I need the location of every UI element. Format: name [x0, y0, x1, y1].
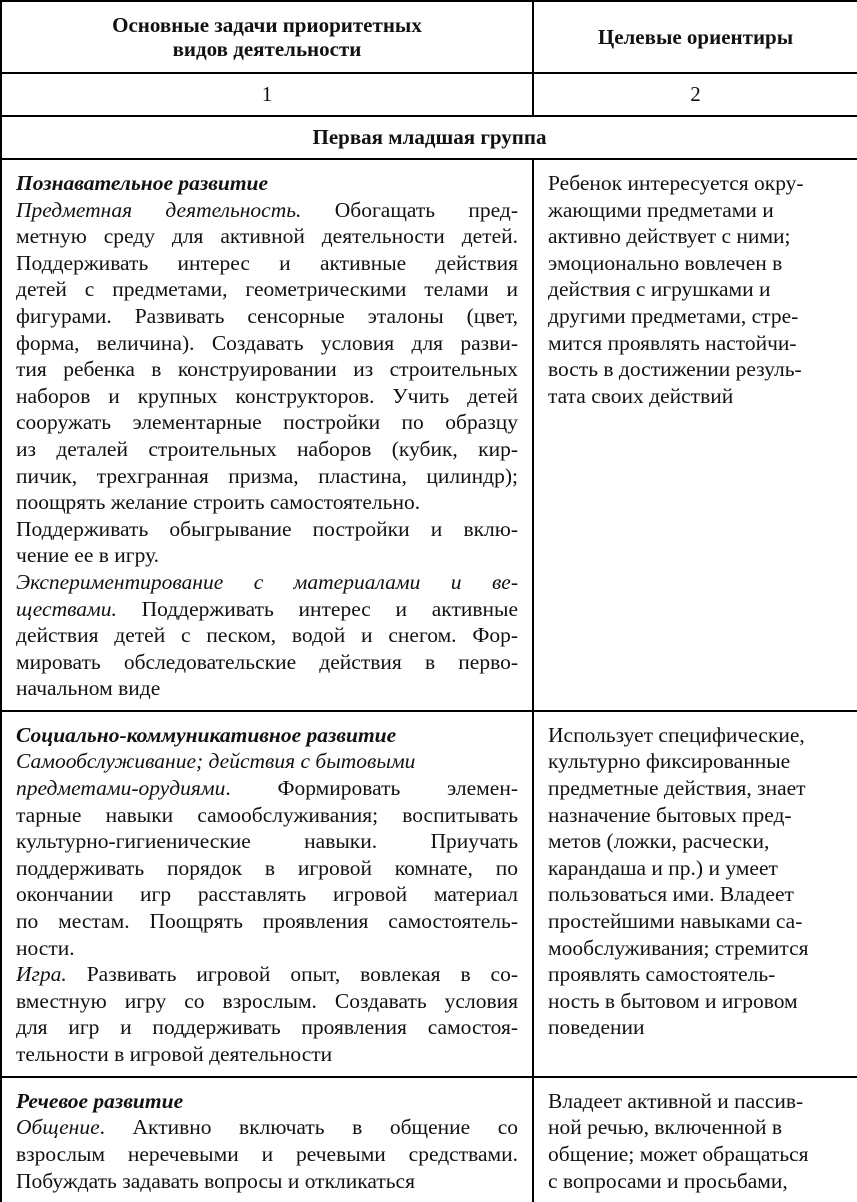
target-line: карандаша и пр.) и умеет [548, 855, 778, 880]
subsection-title: Игра. [16, 962, 67, 987]
text-line: чение ее в игру. [16, 543, 160, 568]
text-line: метную среду для активной деятельности детей. [16, 224, 518, 249]
subsection-title: предметами-орудиями [16, 776, 226, 801]
target-line: вость в достижении резуль- [548, 357, 802, 382]
text-line: окончании игр расставлять игровой материал [16, 882, 518, 907]
target-line: поведении [548, 1015, 645, 1040]
target-line: действия с игрушками и [548, 277, 771, 302]
target-line: жающими предметами и [548, 197, 774, 222]
text-line: тия ребенка в конструировании из строительных [16, 357, 518, 382]
text-line: поощрять желание строить самостоятельно. [16, 490, 421, 515]
text-line: культурно-гигиенические навыки. Приучать [16, 829, 518, 854]
target-line: предметные действия, знает [548, 776, 806, 801]
subsection-title: Экспериментирование с материалами и ве- [16, 569, 518, 594]
table-row [1, 711, 857, 1077]
column-number-1: 1 [1, 73, 533, 116]
target-line: общение; может обращаться [548, 1142, 809, 1167]
header-col1-line1: Основные задачи приоритетных [112, 13, 422, 37]
target-line: Владеет активной и пассив- [548, 1088, 804, 1113]
target-line: другими предметами, стре- [548, 303, 799, 328]
text-line [16, 961, 518, 988]
target-line: мообслуживания; стремится [548, 935, 809, 960]
text-line [16, 197, 518, 224]
target-line: тата своих действий [548, 383, 734, 408]
text-fragment: Поддерживать интерес и активные [116, 596, 518, 621]
text-line: форма, величина). Создавать условия для разви- [16, 330, 518, 355]
text-line: тельности в игровой деятельности [16, 1042, 333, 1066]
speech-tasks-cell [1, 1077, 533, 1202]
table-row [1, 1077, 857, 1202]
header-col1 [1, 1, 533, 73]
target-line: назначение бытовых пред- [548, 802, 792, 827]
header-col1-line2: видов деятельности [172, 37, 362, 61]
target-line: с вопросами и просьбами, [548, 1168, 788, 1193]
target-line: активно действует с ними; [548, 224, 791, 249]
text-line: наборов и крупных конструкторов. Учить детей [16, 383, 518, 408]
cognitive-tasks-cell [1, 159, 533, 711]
text-line: вместную игру со взрослым. Создавать условия [16, 988, 518, 1013]
text-line: Побуждать задавать вопросы и откликаться [16, 1168, 415, 1193]
text-line [16, 1114, 518, 1141]
target-line: ной речью, включенной в [548, 1115, 783, 1140]
text-line: сооружать элементарные постройки по образцу [16, 410, 518, 435]
text-line: из деталей строительных наборов (кубик, кир- [16, 436, 518, 461]
header-col2: Целевые ориентиры [533, 1, 857, 73]
text-line: ности. [16, 935, 75, 960]
text-fragment: Обогащать пред- [301, 197, 519, 222]
target-line: Ребенок интересуется окру- [548, 171, 804, 195]
text-line: поддерживать порядок в игровой комнате, по [16, 855, 518, 880]
text-line: фигурами. Развивать сенсорные эталоны (цвет, [16, 303, 518, 328]
text-line [16, 596, 518, 623]
text-fragment: . Формировать элемен- [225, 776, 518, 801]
text-line: взрослым неречевыми и речевыми средствами. [16, 1142, 518, 1167]
text-line [16, 775, 518, 802]
text-fragment: . Активно включать в общение со [99, 1115, 518, 1140]
target-line: простейшими навыками са- [548, 909, 803, 934]
text-fragment: Развивать игровой опыт, вовлекая в со- [66, 962, 518, 987]
subsection-title: Общение [16, 1115, 100, 1140]
text-line: Поддерживать обыгрывание постройки и вклю- [16, 516, 518, 541]
text-line: пичик, трехгранная призма, пластина, цилиндр); [16, 463, 518, 488]
target-line: метов (ложки, расчески, [548, 829, 770, 854]
target-line: проявлять самостоятель- [548, 962, 776, 987]
text-line: Поддерживать интерес и активные действия [16, 250, 518, 275]
speech-targets-cell [533, 1077, 857, 1202]
target-line: эмоционально вовлечен в [548, 250, 783, 275]
section-heading: Речевое развитие [16, 1088, 184, 1113]
subsection-title: Предметная деятельность. [16, 197, 302, 222]
target-line: культурно фиксированные [548, 749, 791, 774]
subsection-title: ществами. [16, 596, 117, 621]
section-heading: Познавательное развитие [16, 171, 269, 195]
target-line: мится проявлять настойчи- [548, 330, 797, 355]
text-line: тарные навыки самообслуживания; воспитывать [16, 802, 518, 827]
column-number-2: 2 [533, 73, 857, 116]
target-line: ность в бытовом и игровом [548, 988, 798, 1013]
text-line: мировать обследовательские действия в перво- [16, 649, 518, 674]
text-line: по местам. Поощрять проявления самостоятель- [16, 909, 518, 934]
table-row [1, 159, 857, 711]
cognitive-targets-cell [533, 159, 857, 711]
subsection-title: Самообслуживание; действия с бытовыми [16, 749, 416, 774]
section-heading: Социально-коммуникативное развитие [16, 722, 397, 747]
social-tasks-cell [1, 711, 533, 1077]
target-line: Использует специфические, [548, 722, 805, 747]
text-line: действия детей с песком, водой и снегом. Фор- [16, 623, 518, 648]
text-line: начальном виде [16, 676, 161, 701]
text-line: детей с предметами, геометрическими телами и [16, 277, 518, 302]
social-targets-cell [533, 711, 857, 1077]
group-title: Первая младшая группа [1, 116, 857, 159]
target-line: пользоваться ими. Владеет [548, 882, 794, 907]
text-line: для игр и поддерживать проявления самостоя- [16, 1015, 518, 1040]
